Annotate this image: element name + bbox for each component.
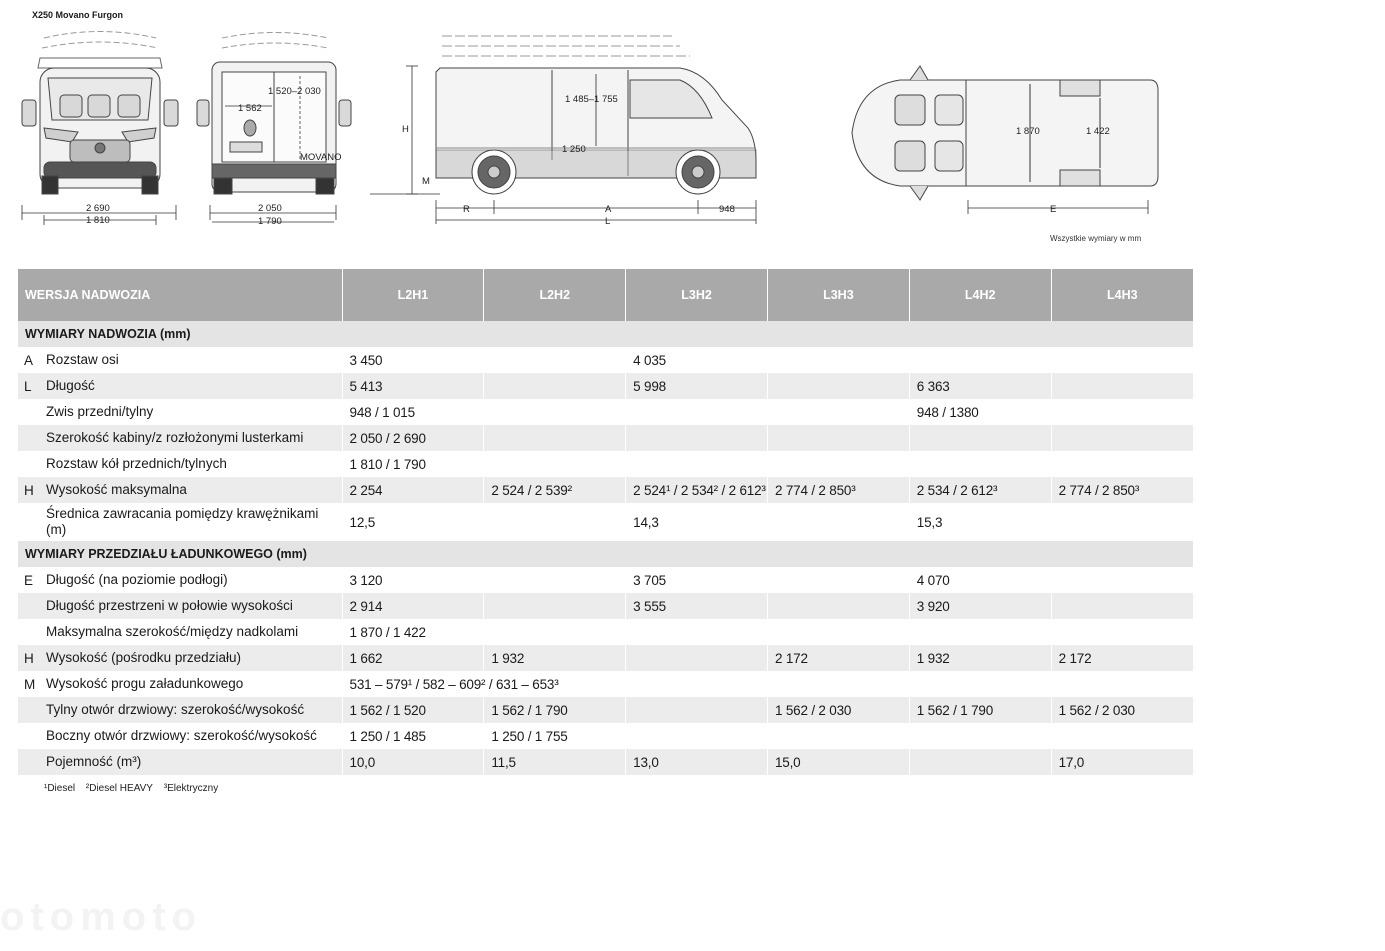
value-cell: 1 932 — [909, 645, 1051, 671]
section-row — [18, 541, 1193, 567]
table-row — [18, 425, 1193, 451]
value-cell: 4 070 — [909, 567, 1051, 593]
top-e-label: E — [1050, 204, 1057, 215]
value-cell: 1 662 — [342, 645, 484, 671]
front-view-drawing — [22, 32, 178, 195]
value-cell: 3 920 — [909, 593, 1051, 619]
value-cell: 948 / 1 015 — [342, 399, 484, 425]
row-label: Rozstaw kół przednich/tylnych — [46, 456, 227, 471]
value-cell: 13,0 — [626, 749, 768, 775]
value-cell: 2 774 / 2 850³ — [1051, 477, 1193, 503]
row-label-cell — [18, 399, 342, 425]
footnote: ³Elektryczny — [163, 783, 219, 794]
value-cell — [484, 619, 626, 645]
value-cell: 948 / 1380 — [909, 399, 1051, 425]
header-version: L3H3 — [767, 269, 909, 321]
value-cell: 1 932 — [484, 645, 626, 671]
value-cell — [909, 619, 1051, 645]
value-cell — [767, 503, 909, 541]
table-row — [18, 347, 1193, 373]
value-cell — [484, 373, 626, 399]
value-cell: 17,0 — [1051, 749, 1193, 775]
table-header-row — [18, 269, 1193, 321]
value-cell — [767, 399, 909, 425]
document-title: X250 Movano Furgon — [32, 10, 124, 20]
row-label: Rozstaw osi — [46, 352, 119, 367]
rear-badge: MOVANO — [300, 152, 342, 163]
row-code: M — [24, 676, 36, 692]
row-label-cell — [18, 723, 342, 749]
table-row — [18, 503, 1193, 541]
value-cell — [484, 503, 626, 541]
value-cell — [1051, 451, 1193, 477]
table-row — [18, 373, 1193, 399]
top-width-label: 1 870 — [1016, 126, 1040, 137]
row-code: H — [24, 650, 34, 666]
vehicle-drawings — [0, 0, 1385, 260]
side-m-label: M — [422, 176, 430, 187]
dimensions-table — [18, 269, 1193, 775]
value-cell: 1 810 / 1 790 — [342, 451, 484, 477]
value-cell: 15,3 — [909, 503, 1051, 541]
row-label-cell — [18, 373, 342, 399]
row-label-cell — [18, 697, 342, 723]
header-version: L2H2 — [484, 269, 626, 321]
row-code: A — [24, 352, 34, 368]
footnote: ²Diesel HEAVY — [85, 783, 153, 794]
header-version: L3H2 — [626, 269, 768, 321]
value-cell: 1 562 / 1 520 — [342, 697, 484, 723]
row-code: L — [24, 378, 32, 394]
value-cell — [909, 425, 1051, 451]
value-cell: 2 524 / 2 539² — [484, 477, 626, 503]
value-cell: 1 250 / 1 755 — [484, 723, 626, 749]
row-label: Długość (na poziomie podłogi) — [46, 572, 228, 587]
header-version-label: WERSJA NADWOZIA — [18, 269, 342, 321]
side-h-label: H — [402, 124, 409, 135]
value-cell — [626, 425, 768, 451]
side-overhang-label: 948 — [719, 204, 735, 215]
value-cell: 531 – 579¹ / 582 – 609² / 631 – 653³ — [349, 676, 559, 692]
row-label: Zwis przedni/tylny — [46, 404, 154, 419]
value-cell — [767, 593, 909, 619]
row-label-cell — [18, 503, 342, 541]
value-cell: 2 914 — [342, 593, 484, 619]
table-row — [18, 749, 1193, 775]
top-view-dimensions — [968, 200, 1148, 214]
value-cell — [1051, 503, 1193, 541]
value-cell — [909, 451, 1051, 477]
rear-view-drawing — [197, 33, 351, 195]
value-cell: 15,0 — [767, 749, 909, 775]
row-label-cell — [18, 619, 342, 645]
section-title: WYMIARY PRZEDZIAŁU ŁADUNKOWEGO (mm) — [18, 541, 1193, 567]
value-cell: 4 035 — [626, 347, 768, 373]
value-cell — [767, 619, 909, 645]
value-cell — [1051, 567, 1193, 593]
value-cell — [626, 645, 768, 671]
row-code: E — [24, 572, 34, 588]
footnotes — [44, 783, 226, 794]
row-label: Boczny otwór drzwiowy: szerokość/wysokość — [46, 728, 317, 743]
value-cell — [767, 723, 909, 749]
value-cell: 1 562 / 1 790 — [484, 697, 626, 723]
row-label-cell — [18, 451, 342, 477]
value-cell — [909, 347, 1051, 373]
section-row — [18, 321, 1193, 347]
value-cell — [767, 373, 909, 399]
value-cell: 3 555 — [626, 593, 768, 619]
value-cell — [484, 451, 626, 477]
header-version: L4H3 — [1051, 269, 1193, 321]
value-cell: 1 870 / 1 422 — [342, 619, 484, 645]
header-version: L4H2 — [909, 269, 1051, 321]
table-row — [18, 477, 1193, 503]
value-cell — [909, 723, 1051, 749]
row-label-cell — [18, 347, 342, 373]
value-cell — [1051, 399, 1193, 425]
value-cell: 6 363 — [909, 373, 1051, 399]
row-label: Wysokość progu załadunkowego — [46, 676, 244, 691]
value-cell: 2 254 — [342, 477, 484, 503]
value-cell: 3 705 — [626, 567, 768, 593]
value-cell — [1051, 593, 1193, 619]
value-cell: 5 413 — [342, 373, 484, 399]
value-cell: 2 534 / 2 612³ — [909, 477, 1051, 503]
value-cell: 2 050 / 2 690 — [342, 425, 484, 451]
table-row — [18, 619, 1193, 645]
section-title: WYMIARY NADWOZIA (mm) — [18, 321, 1193, 347]
row-code: H — [24, 482, 34, 498]
value-cell: 2 774 / 2 850³ — [767, 477, 909, 503]
table-row — [18, 451, 1193, 477]
side-l-label: L — [605, 216, 611, 227]
value-cell: 1 250 / 1 485 — [342, 723, 484, 749]
side-r-label: R — [463, 204, 470, 215]
row-label: Wysokość maksymalna — [46, 482, 187, 497]
value-cell: 14,3 — [626, 503, 768, 541]
row-label: Szerokość kabiny/z rozłożonymi lusterkami — [46, 430, 304, 445]
row-label: Długość — [46, 378, 95, 393]
row-label: Długość przestrzeni w połowie wysokości — [46, 598, 293, 613]
header-version: L2H1 — [342, 269, 484, 321]
rear-track-label: 1 790 — [258, 216, 282, 227]
value-cell: 2 524¹ / 2 534² / 2 612³ — [626, 477, 768, 503]
row-label: Tylny otwór drzwiowy: szerokość/wysokość — [46, 702, 305, 717]
row-label-cell — [18, 477, 342, 503]
footnote: ¹Diesel — [44, 783, 76, 794]
value-cell — [484, 399, 626, 425]
value-cell — [767, 425, 909, 451]
value-cell — [626, 723, 768, 749]
table-row — [18, 723, 1193, 749]
value-cell: 1 562 / 2 030 — [1051, 697, 1193, 723]
value-cell — [1051, 723, 1193, 749]
table-body — [18, 321, 1193, 775]
value-cell — [626, 451, 768, 477]
side-view-drawing — [436, 36, 756, 194]
value-cell — [1051, 347, 1193, 373]
side-a-label: A — [605, 204, 612, 215]
rear-door-width-label: 1 562 — [238, 103, 262, 114]
value-cell — [767, 347, 909, 373]
value-cell: 11,5 — [484, 749, 626, 775]
front-track-label: 1 810 — [86, 215, 110, 226]
value-cell: 10,0 — [342, 749, 484, 775]
value-cell: 12,5 — [342, 503, 484, 541]
value-cell: 3 450 — [342, 347, 484, 373]
row-label-cell — [18, 749, 342, 775]
value-cell: 3 120 — [342, 567, 484, 593]
units-note: Wszystkie wymiary w mm — [1050, 234, 1142, 243]
value-cell — [767, 567, 909, 593]
watermark: otomoto — [0, 895, 202, 939]
row-label-cell — [18, 593, 342, 619]
value-cell — [1051, 425, 1193, 451]
rear-door-height-label: 1 520–2 030 — [268, 86, 321, 97]
value-cell: 5 998 — [626, 373, 768, 399]
value-cell — [626, 619, 768, 645]
value-cell: 1 562 / 2 030 — [767, 697, 909, 723]
row-label: Wysokość (pośrodku przedziału) — [46, 650, 241, 665]
value-cell — [767, 451, 909, 477]
top-arches-label: 1 422 — [1086, 126, 1110, 137]
value-cell — [484, 347, 626, 373]
side-door-width-label: 1 250 — [562, 144, 586, 155]
table-row — [18, 567, 1193, 593]
value-cell: 2 172 — [767, 645, 909, 671]
row-label: Pojemność (m³) — [46, 754, 142, 769]
row-label-cell — [18, 645, 342, 671]
value-cell — [909, 749, 1051, 775]
value-cell — [484, 567, 626, 593]
table-row — [18, 697, 1193, 723]
row-label: Średnica zawracania pomiędzy krawężnikami (m) — [46, 506, 319, 537]
table-row — [18, 645, 1193, 671]
value-cell — [484, 593, 626, 619]
value-cell: 1 562 / 1 790 — [909, 697, 1051, 723]
value-cell — [626, 697, 768, 723]
front-width-label: 2 690 — [86, 203, 110, 214]
row-label-cell — [18, 425, 342, 451]
value-cell — [1051, 373, 1193, 399]
table-row — [18, 399, 1193, 425]
value-cell — [1051, 619, 1193, 645]
value-cell: 2 172 — [1051, 645, 1193, 671]
row-label-cell — [18, 567, 342, 593]
value-cell — [484, 425, 626, 451]
table-row — [18, 671, 1193, 697]
rear-width-label: 2 050 — [258, 203, 282, 214]
side-door-height-label: 1 485–1 755 — [565, 94, 618, 105]
row-label-cell — [18, 671, 342, 697]
row-label: Maksymalna szerokość/między nadkolami — [46, 624, 299, 639]
table-row — [18, 593, 1193, 619]
top-view-drawing — [852, 66, 1158, 200]
value-cell — [626, 399, 768, 425]
